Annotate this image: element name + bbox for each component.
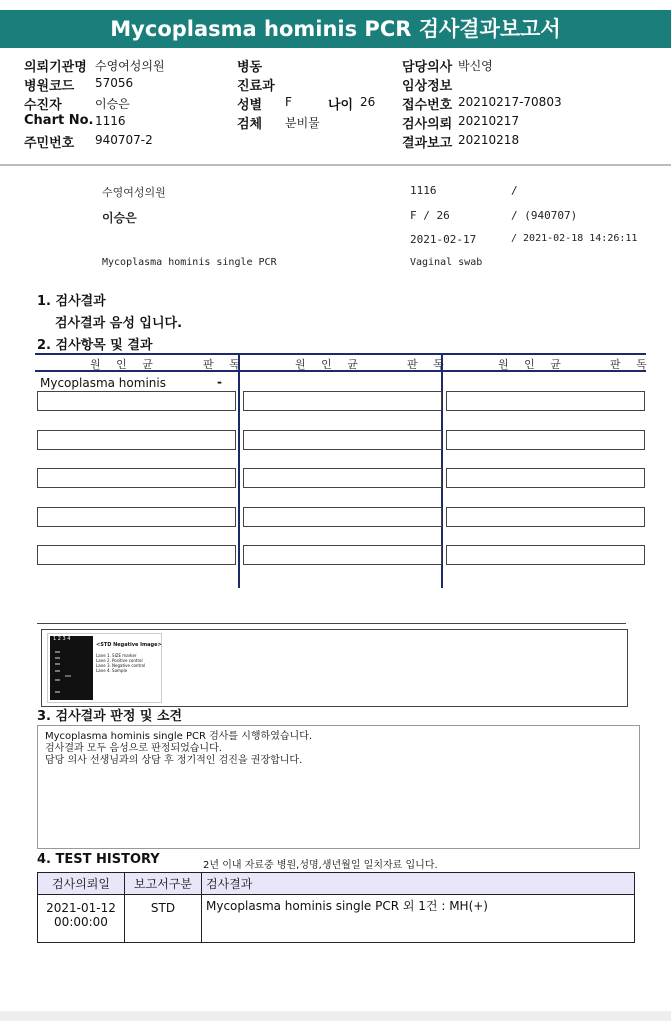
value-hospital-code: 57056 [95,76,134,90]
label-patient: 수진자 [24,98,62,113]
label-resident-no: 주민번호 [24,136,75,151]
section1-heading: 1. 검사결과 [37,294,106,309]
table-row [38,895,635,943]
label-hospital-code: 병원코드 [24,79,75,94]
value-resident-no: 940707-2 [95,133,153,147]
opinion-line: Mycoplasma hominis single PCR 검사를 시행하였습니다. [45,731,313,742]
image-panel [41,629,628,707]
result-cell [37,430,236,450]
result-cell [243,430,442,450]
gel-lane-4: Lane 4. Sample [96,668,128,673]
result-cell [446,507,645,527]
label-report-date: 결과보고 [402,136,453,151]
history-col-result: 검사결과 [202,873,635,895]
gel-lane-1: Lane 1. SIZE marker [96,653,137,658]
history-header-row [38,873,635,895]
history-note: 2년 이내 자료중 병원,성명,생년월일 일치자료 입니다. [203,860,438,871]
value-report-date: 20210218 [458,133,520,147]
col-pathogen-1: 원 인 균 [90,358,159,371]
first-item-result: - [217,375,222,389]
section4-heading: 4. TEST HISTORY [37,852,160,867]
gel-lane-2: Lane 2. Positive control [96,658,143,663]
col-judge-2: 판 독 [407,358,450,371]
value-patient: 이승은 [95,97,130,111]
gel-lane-3: Lane 3. Negative control [96,663,146,668]
result-cell [446,468,645,488]
summary-test-name: Mycoplasma hominis single PCR [102,257,277,268]
result-cell [243,545,442,565]
result-cell [37,507,236,527]
value-receipt-no: 20210217-70803 [458,95,562,109]
label-ward: 병동 [237,60,263,75]
summary-patient: 이승은 [102,211,137,225]
history-col-date: 검사의뢰일 [38,873,125,895]
result-cell [446,545,645,565]
col-judge-1: 판 독 [203,358,246,371]
header-divider [0,164,671,166]
result-cell [243,507,442,527]
opinion-line: 담당 의사 선생님과의 상담 후 정기적인 검진을 권장합니다. [45,755,303,766]
col-pathogen-2: 원 인 균 [295,358,364,371]
value-age: 26 [360,95,376,109]
label-institution: 의뢰기관명 [24,60,87,75]
label-chart-no: Chart No. [24,113,94,128]
opinion-box [37,725,640,849]
label-age: 나이 [328,98,354,113]
result-cell [37,468,236,488]
gel-lane-numbers: 1 2 3 4 [53,636,71,642]
result-cell [37,545,236,565]
result-cell [446,430,645,450]
bottom-bar [0,1011,671,1021]
history-table [37,872,635,943]
value-sex: F [285,95,292,109]
opinion-text [45,731,312,767]
summary-sex-age: F / 26 [410,209,450,222]
value-institution: 수영여성의원 [95,59,165,73]
summary-specimen: Vaginal swab [410,257,483,268]
image-panel-rule [37,623,626,624]
value-chart-no: 1116 [95,114,126,128]
table-top-rule [35,353,646,355]
value-request-date: 20210217 [458,114,520,128]
label-clinical-info: 임상정보 [402,79,453,94]
history-result: Mycoplasma hominis single PCR 외 1건 : MH(+) [202,895,635,943]
value-doctor: 박신영 [458,59,493,73]
label-request-date: 검사의뢰 [402,117,453,132]
summary-received: 2021-02-17 [410,233,477,246]
label-specimen: 검체 [237,117,263,132]
report-title: Mycoplasma hominis PCR 검사결과보고서 [0,10,671,48]
summary-chart: 1116 [410,184,437,197]
history-date-cell [38,895,125,943]
col-judge-3: 판 독 [610,358,653,371]
summary-reported: / 2021-02-18 14:26:11 [511,233,638,244]
first-item-name: Mycoplasma hominis [40,376,166,390]
result-cell [37,391,236,411]
label-doctor: 담당의사 [402,60,453,75]
table-col-divider-1 [238,353,240,588]
result-cell [446,391,645,411]
section3-heading: 3. 검사결과 판정 및 소견 [37,709,183,724]
label-receipt-no: 접수번호 [402,98,453,113]
label-department: 진료과 [237,79,275,94]
history-type: STD [125,895,202,943]
summary-slash: / [511,184,518,197]
gel-image-frame [47,633,162,703]
col-pathogen-3: 원 인 균 [498,358,567,371]
section1-result: 검사결과 음성 입니다. [55,316,183,331]
result-cell [243,468,442,488]
gel-title: <STD Negative Image> [96,642,162,648]
section2-heading: 2. 검사항목 및 결과 [37,338,153,353]
summary-hospital: 수영여성의원 [102,186,166,199]
result-cell [243,391,442,411]
value-specimen: 분비물 [285,116,320,130]
label-sex: 성별 [237,98,263,113]
opinion-line: 검사결과 모두 음성으로 판정되었습니다. [45,743,222,754]
history-time: 00:00:00 [54,915,108,929]
history-col-type: 보고서구분 [125,873,202,895]
summary-birth: / (940707) [511,209,578,222]
history-date: 2021-01-12 [46,901,116,915]
